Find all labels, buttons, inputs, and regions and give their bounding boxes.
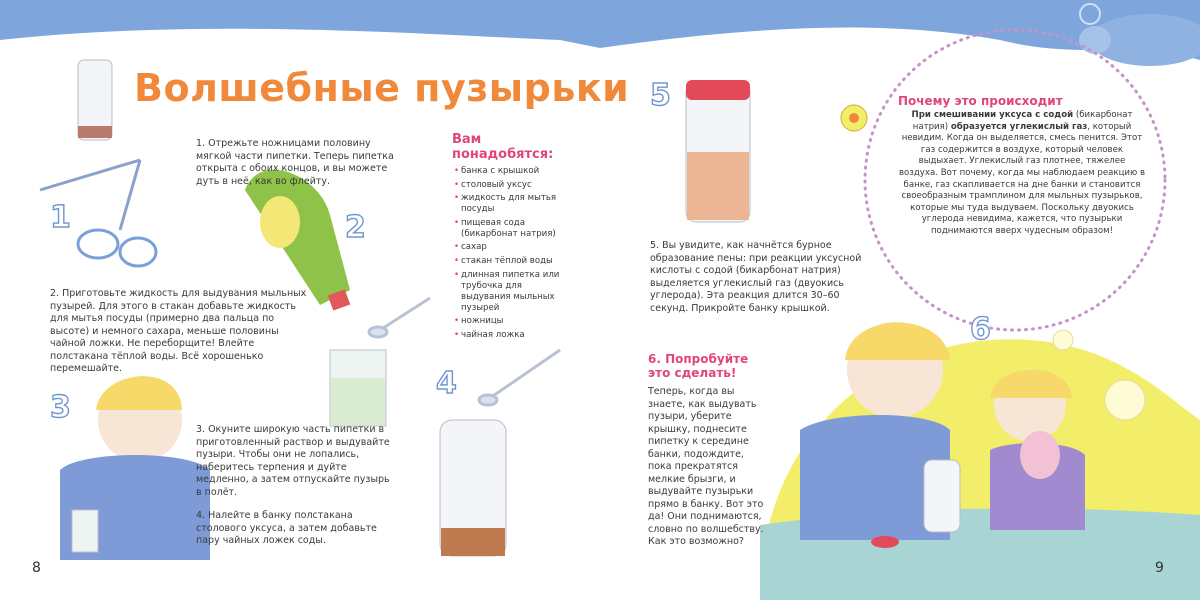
- step-1-text: 1. Отрежьте ножницами половину мягкой части пипетки. Теперь пипетка открыта с обоих концов, и вы можете дуть в неё, как во флейту.: [196, 138, 394, 187]
- bubble: [1105, 380, 1145, 420]
- try-text: Теперь, когда вы знаете, как выдувать пузыри, уберите крышку, поднесите пипетку к середине банки, подождите, пока прекратятся мелкие брызги, и выдувайте пузырьки прямо в банку. Вот это да! Они поднимаются, словно по волшебству. Как это возможно?: [648, 386, 764, 547]
- list-item: • столовый уксус: [454, 180, 574, 191]
- why-bold-1: При смешивании уксуса с содой: [911, 110, 1074, 120]
- jar-four: [440, 420, 506, 556]
- step-3-text: 3. Окуните широкую часть пипетки в приготовленный раствор и выдувайте пузыри. Чтобы они не лопались, наберитесь терпения и дуйте медленно, а затем отпускайте пузырь в полёт.: [196, 424, 390, 498]
- needs-heading: Вам понадобятся:: [452, 132, 554, 162]
- step-number-2: 2: [345, 210, 366, 245]
- why-bold-2: образуется углекислый газ: [950, 121, 1088, 132]
- list-item: • жидкость для мытья посуды: [454, 193, 574, 215]
- step-number-4: 4: [436, 366, 457, 401]
- list-item: • ножницы: [454, 316, 574, 327]
- jar-five: [686, 80, 750, 222]
- list-item: • банка с крышкой: [454, 166, 574, 177]
- list-item: • стакан тёплой воды: [454, 256, 574, 267]
- bubble: [1053, 330, 1073, 350]
- list-item: • чайная ложка: [454, 330, 574, 341]
- why-text-1: (бикарбонат натрия): [912, 110, 1133, 132]
- step-number-5: 5: [650, 78, 671, 113]
- why-heading: Почему это происходит: [898, 94, 1063, 108]
- why-text: [898, 110, 1146, 238]
- needs-list: [454, 166, 574, 343]
- list-item: • сахар: [454, 242, 574, 253]
- step-2-text: 2. Приготовьте жидкость для выдувания мыльных пузырей. Для этого в стакан добавьте жидкость для мытья посуды (примерно два пальца по высоте) и немного сахара, меньше половины чайной ложки. Не переборщите! Влейте полстакана тёплой воды. Всё хорошенько перемешайте.: [50, 288, 307, 374]
- step-number-3: 3: [50, 390, 71, 425]
- try-heading: 6. Попробуйте это сделать!: [648, 352, 749, 380]
- step-number-6: 6: [970, 312, 991, 347]
- step-5-text: 5. Вы увидите, как начнётся бурное образование пены: при реакции уксусной кислоты с содой (бикарбонат натрия) выделяется углекислый газ (двуокись углерода). Эта реакция длится 30–60 секунд. Прикройте банку крышкой.: [650, 240, 862, 314]
- step-number-1: 1: [50, 200, 71, 235]
- flower-icon: [841, 105, 867, 131]
- jar-small: [78, 60, 112, 140]
- list-item: • длинная пипетка или трубочка для выдувания мыльных пузырей: [454, 270, 574, 314]
- page-number-left: 8: [32, 560, 41, 576]
- step-4-text: 4. Налейте в банку полстакана столового уксуса, а затем добавьте пару чайных ложек соды.: [196, 510, 377, 546]
- list-item: • пищевая сода (бикарбонат натрия): [454, 218, 574, 240]
- glass-illustration: [330, 350, 386, 426]
- why-text-2: , который невидим. Когда он выделяется, смесь пенится. Этот газ содержится в воздухе, который человек выдыхает. Углекислый газ плотнее, тяжелее воздуха. Вот почему, когда мы наблюдаем реакцию в банке, газ скапливается на дне банки и становится своеобразным трамплином для мыльных пузырьков, которые мы туда выдуваем. Поскольку двуокись углерода невидима, кажется, что пузырьки поднимаются вверх чудесным образом!: [898, 121, 1146, 236]
- page-number-right: 9: [1155, 560, 1164, 576]
- page-title: Волшебные пузырьки: [134, 66, 630, 110]
